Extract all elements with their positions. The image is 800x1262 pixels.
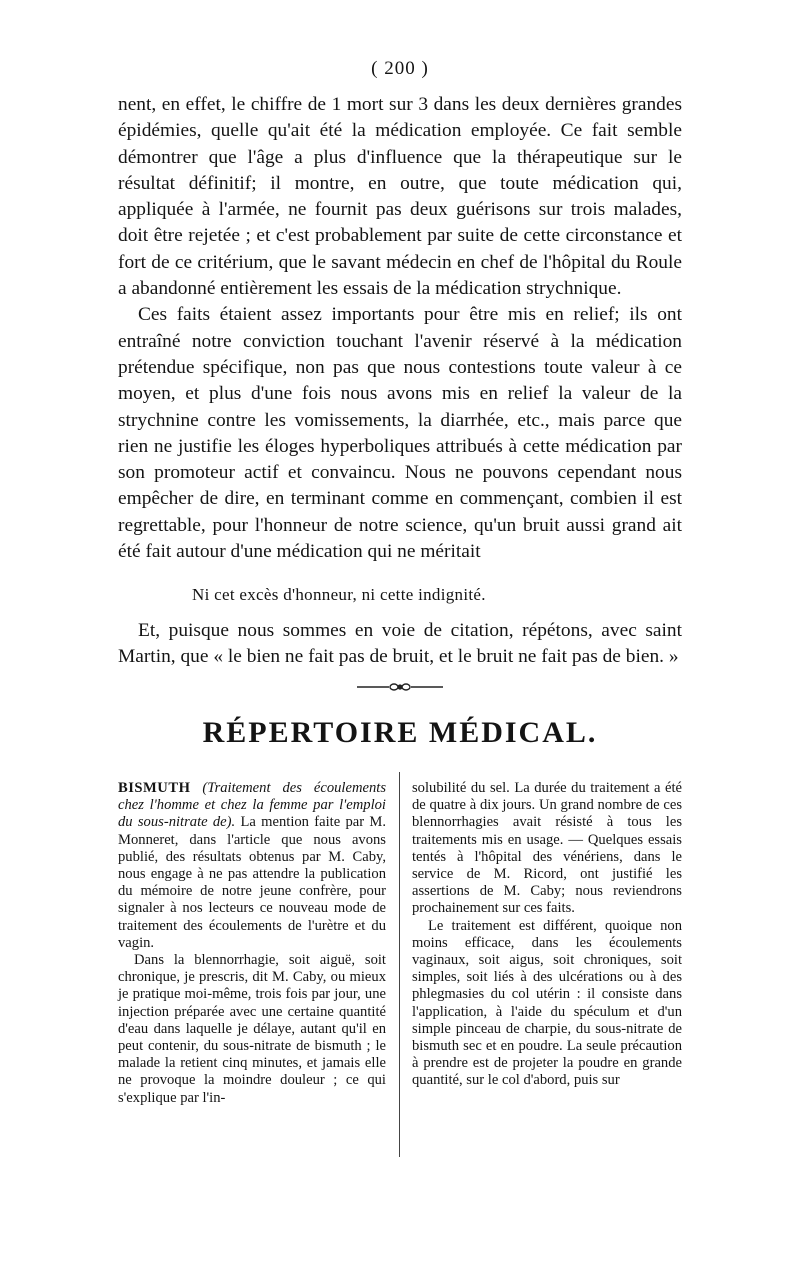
right-column <box>412 780 682 1090</box>
page-number: ( 200 ) <box>371 58 429 79</box>
entry-subtitle: (Traitement des écoulements chez l'homme et chez la femme par l'emploi du sous-nitrate de). <box>118 780 387 831</box>
paragraph: Ces faits étaient assez importants pour être mis en relief; ils ont entraîné notre conviction touchant l'avenir réservé à la médication prétendue spécifique, non pas que nous contestions toute valeur à ce moyen, et plus d'une fois nous avons mis en relief la valeur de la strychnine contre les vomissements, la diarrhée, etc., mais parce que rien ne justifie les éloges hyperboliques attribués à cette médication par son promoteur actif et convaincu. Nous ne pouvons cependant nous empêcher de dire, en terminant comme en commençant, combien il est regrettable, pour l'honneur de notre science, qu'un bruit aussi grand ait été fait autour d'une médication qui ne méritait <box>118 304 682 563</box>
entry-paragraph: solubilité du sel. La durée du traitement a été de quatre à dix jours. Un grand nombre de ces blennorrhagies avait résisté à tous les traitements mis en usage. — Quelques essais tentés à l'hôpital des vénériens, dans le service de M. Ricord, ont justifié les assertions de M. Caby; nous reviendrons prochainement sur ces faits. <box>412 780 682 917</box>
entry-paragraph <box>118 780 386 952</box>
closing-text <box>118 618 682 671</box>
entry-text: La mention faite par M. Monneret, dans l'article que nous avons publié, des résultats obtenus par M. Caby, nous engage à ne pas attendre la publication du mémoire de notre jeune confrère, pour signaler à nos lecteurs ce nouveau mode de traitement des écoulements de l'urètre et du vagin. <box>118 814 387 951</box>
entry-paragraph: Le traitement est différent, quoique non moins efficace, dans les écoulements vaginaux, soit aigus, soit chroniques, soit simples, soit liés à des ulcérations ou à des phlegmasies du col utérin : il consiste dans l'application, à l'aide du spéculum et d'un simple pinceau de charpie, du sous-nitrate de bismuth sec et en poudre. La seule précaution à prendre est de projeter la poudre en grande quantité, sur le col d'abord, puis sur <box>412 917 682 1089</box>
entry-paragraph: Dans la blennorrhagie, soit aiguë, soit chronique, je prescris, dit M. Caby, ou mieux je pratique moi-même, trois fois par jour, une injection préparée avec une certaine quantité d'eau dans laquelle je délaye, autant qu'il en peut contenir, du sous-nitrate de bismuth ; le malade la retient cinq minutes, et jamais elle ne provoque la moindre douleur ; ce qui s'explique par l'in- <box>118 952 386 1106</box>
ornament-divider <box>355 680 445 694</box>
main-text <box>118 92 682 565</box>
column-divider <box>399 772 400 1157</box>
section-title: RÉPERTOIRE MÉDICAL. <box>202 716 598 749</box>
verse-quote: Ni cet excès d'honneur, ni cette indignité. <box>192 585 486 604</box>
left-column <box>118 780 386 1107</box>
entry-headword: BISMUTH <box>118 780 191 796</box>
paragraph: Et, puisque nous sommes en voie de citation, répétons, avec saint Martin, que « le bien ne fait pas de bruit, et le bruit ne fait pas de bien. » <box>118 620 682 668</box>
paragraph: nent, en effet, le chiffre de 1 mort sur 3 dans les deux dernières grandes épidémies, quelle qu'ait été la médication employée. Ce fait semble démontrer que l'âge a plus d'influence que la thérapeutique sur le résultat définitif; il montre, en outre, que toute médication qui, appliquée à l'armée, ne fournit pas deux guérisons sur trois malades, doit être rejetée ; et c'est probablement par suite de cette circonstance et fort de ce critérium, que le savant médecin en chef de l'hôpital du Roule a abandonné entièrement les essais de la médication strychnique. <box>118 94 682 300</box>
